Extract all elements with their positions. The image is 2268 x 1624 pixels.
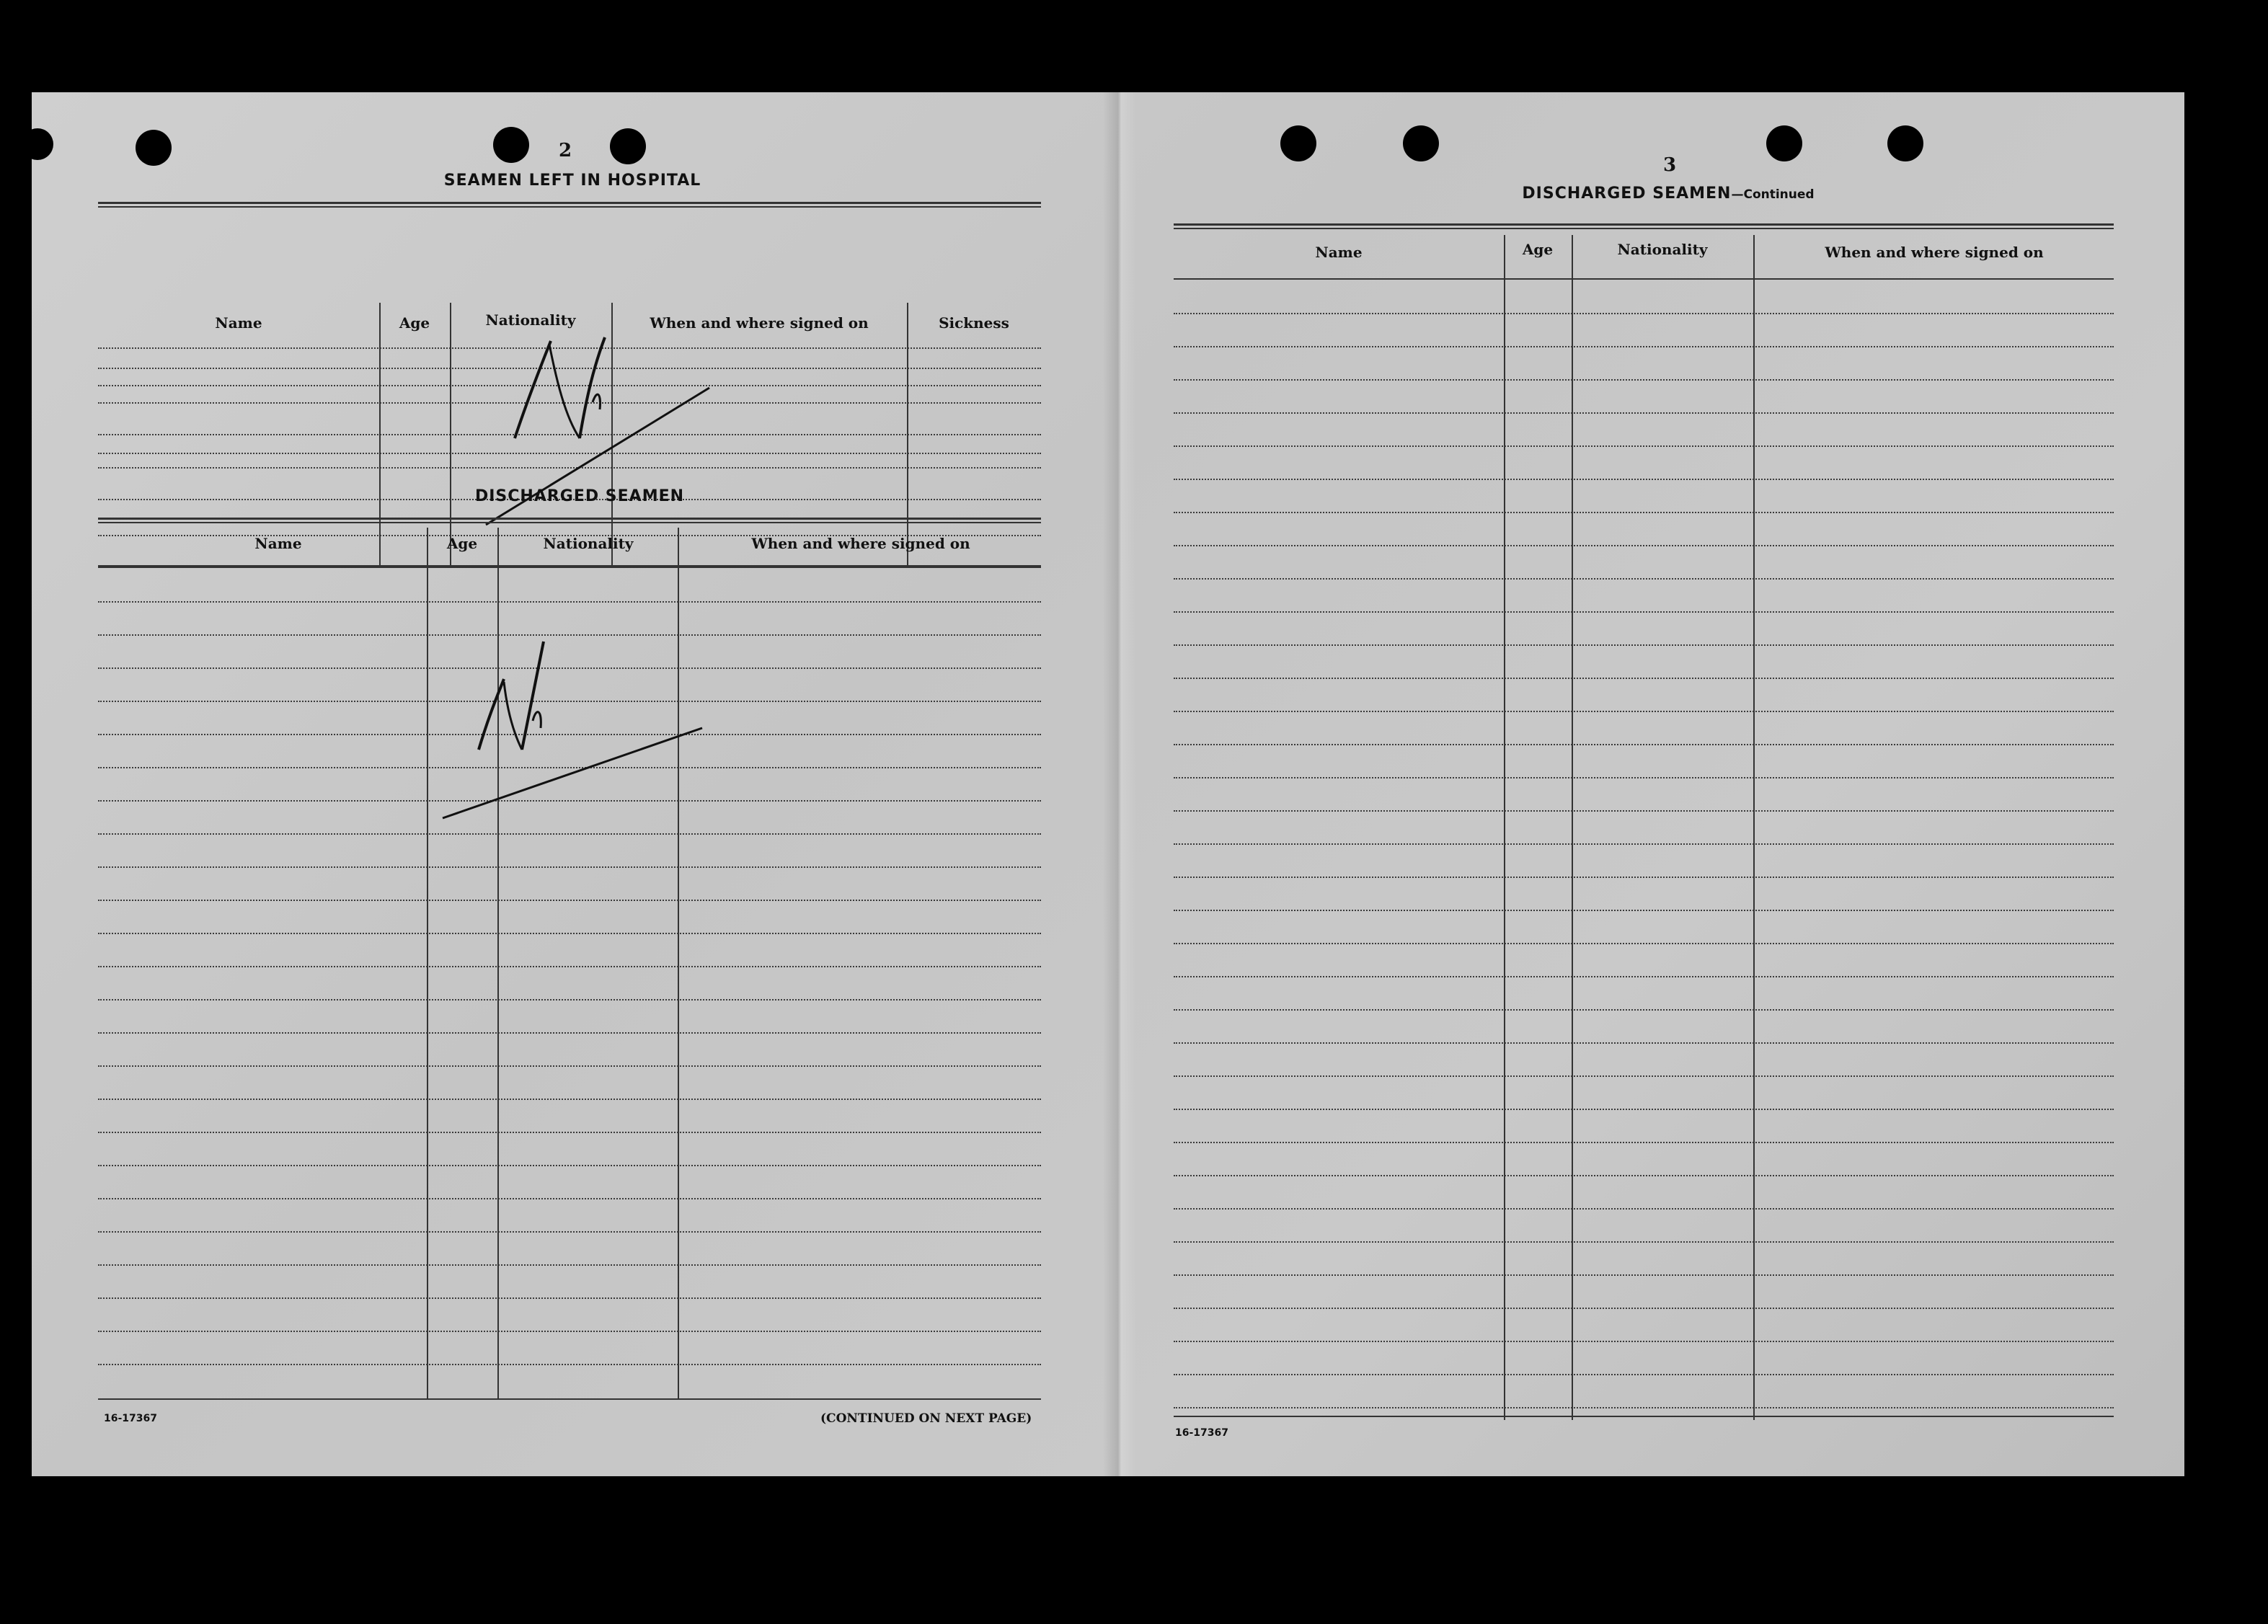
- entry-line: [98, 1231, 1041, 1233]
- center-fold: [1103, 92, 1136, 1476]
- entry-line: [98, 1065, 1041, 1067]
- column-header-sickness: Sickness: [939, 314, 1009, 332]
- entry-line: [1174, 1175, 2114, 1176]
- entry-line: [1174, 379, 2114, 381]
- entry-line: [1174, 1341, 2114, 1342]
- entry-line: [1174, 1308, 2114, 1309]
- entry-line: [1174, 711, 2114, 712]
- page-number: 3: [1662, 154, 1677, 176]
- entry-line: [98, 966, 1041, 967]
- discharged-continued-title: [1452, 185, 1884, 203]
- column-header-name: Name: [1315, 244, 1363, 261]
- entry-line: [98, 933, 1041, 934]
- entry-line: [98, 1132, 1041, 1133]
- entry-line: [98, 833, 1041, 835]
- discharged-section-title: DISCHARGED SEAMEN: [474, 487, 685, 505]
- right-page: [1135, 92, 2184, 1476]
- entry-line: [1174, 313, 2114, 314]
- entry-line: [1174, 777, 2114, 778]
- entry-line: [1174, 1075, 2114, 1077]
- entry-line: [1174, 611, 2114, 613]
- entry-line: [98, 1297, 1041, 1299]
- column-header-name: Name: [215, 314, 262, 332]
- entry-line: [1174, 578, 2114, 580]
- entry-line: [1174, 1374, 2114, 1375]
- entry-line: [1174, 877, 2114, 878]
- entry-line: [1174, 512, 2114, 513]
- entry-line: [1174, 1241, 2114, 1243]
- column-header-age: Age: [1522, 241, 1554, 258]
- entry-line: [1174, 1009, 2114, 1011]
- section-rule: [98, 202, 1041, 208]
- form-code: 16-17367: [1175, 1427, 1228, 1439]
- document-sheet: [32, 92, 2184, 1476]
- left-page: [32, 92, 1099, 1476]
- entry-line: [1174, 943, 2114, 944]
- page-number: 2: [558, 140, 572, 161]
- entry-line: [1174, 1142, 2114, 1143]
- table-bottom-rule: [98, 1398, 1041, 1400]
- entry-line: [1174, 1109, 2114, 1110]
- form-code: 16-17367: [104, 1413, 157, 1424]
- entry-line: [98, 866, 1041, 868]
- column-header-signed-on: When and where signed on: [751, 535, 970, 552]
- column-divider: [427, 528, 428, 1400]
- entry-line: [1174, 412, 2114, 414]
- section-title-suffix: —Continued: [1731, 187, 1815, 202]
- handwritten-nil-mark: [435, 613, 709, 822]
- entry-line: [98, 900, 1041, 901]
- entry-line: [1174, 644, 2114, 646]
- entry-line: [98, 601, 1041, 603]
- column-header-age: Age: [446, 535, 478, 552]
- entry-line: [1174, 976, 2114, 977]
- column-header-nationality: Nationality: [485, 311, 576, 329]
- column-header-nationality: Nationality: [543, 535, 634, 552]
- column-header-name: Name: [254, 535, 302, 552]
- entry-line: [1174, 1274, 2114, 1276]
- entry-line: [98, 1032, 1041, 1034]
- entry-line: [1174, 678, 2114, 679]
- table-bottom-rule: [1174, 1416, 2114, 1417]
- hospital-section-title: SEAMEN LEFT IN HOSPITAL: [443, 172, 701, 190]
- entry-line: [98, 1165, 1041, 1166]
- section-title-main: DISCHARGED SEAMEN: [1522, 185, 1732, 203]
- entry-line: [98, 999, 1041, 1000]
- entry-line: [1174, 479, 2114, 480]
- column-header-signed-on: When and where signed on: [650, 314, 869, 332]
- entry-line: [1174, 445, 2114, 447]
- section-rule: [1174, 223, 2114, 229]
- entry-line: [1174, 346, 2114, 347]
- column-header-age: Age: [399, 314, 430, 332]
- entry-line: [98, 1264, 1041, 1266]
- entry-line: [1174, 843, 2114, 845]
- header-rule: [98, 567, 1041, 568]
- column-header-nationality: Nationality: [1617, 241, 1708, 258]
- entry-line: [1174, 545, 2114, 546]
- section-rule: [98, 518, 1041, 523]
- continued-note: (CONTINUED ON NEXT PAGE): [820, 1411, 1032, 1426]
- entry-line: [98, 1331, 1041, 1332]
- entry-line: [98, 1364, 1041, 1365]
- entry-line: [1174, 810, 2114, 812]
- column-header-signed-on: When and where signed on: [1825, 244, 2044, 261]
- entry-line: [98, 1198, 1041, 1199]
- entry-line: [1174, 744, 2114, 745]
- entry-line: [1174, 910, 2114, 911]
- header-rule: [1174, 278, 2114, 280]
- entry-line: [98, 1099, 1041, 1100]
- entry-line: [1174, 1208, 2114, 1210]
- entry-line: [1174, 1407, 2114, 1408]
- entry-line: [1174, 1042, 2114, 1044]
